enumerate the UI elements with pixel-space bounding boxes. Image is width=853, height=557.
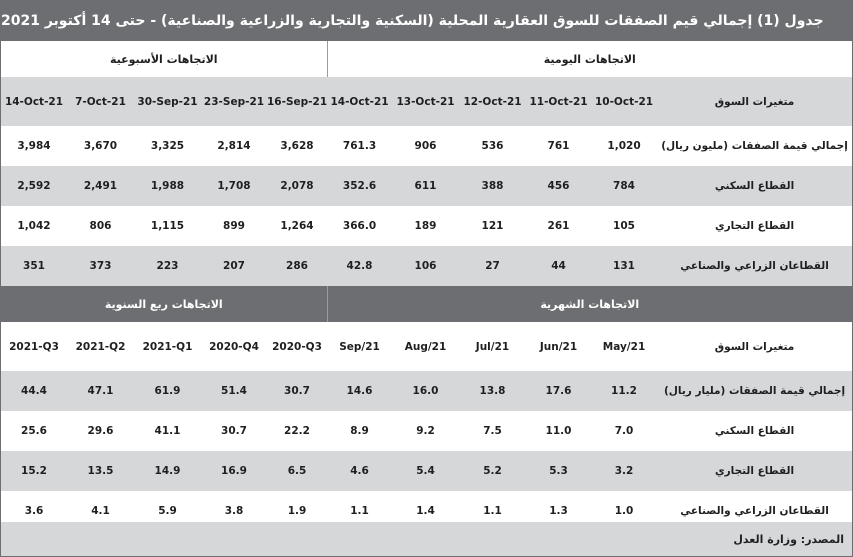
table-cell: 2,078 bbox=[267, 166, 327, 206]
table-cell: 14.6 bbox=[327, 371, 392, 411]
column-header: Jul/21 bbox=[475, 340, 510, 353]
source-note: المصدر: وزارة العدل bbox=[1, 522, 852, 556]
table-cell: 30.7 bbox=[221, 425, 247, 437]
column-header: 14-Oct-21 bbox=[327, 77, 392, 126]
column-header: 2021-Q1 bbox=[142, 340, 193, 353]
column-header: 30-Sep-21 bbox=[134, 77, 201, 126]
table-cell: 261 bbox=[547, 220, 570, 232]
row-label: إجمالي قيمة الصفقات (مليون ريال) bbox=[661, 140, 848, 152]
monthly-trends-title: الاتجاهات الشهرية bbox=[327, 286, 852, 322]
table-cell: 1.1 bbox=[483, 505, 502, 517]
table-cell: 1,115 bbox=[150, 220, 185, 232]
row-label: القطاع التجاري bbox=[657, 451, 852, 491]
table-cell: 29.6 bbox=[87, 425, 114, 437]
section-header-row-2 bbox=[1, 286, 852, 322]
table-cell: 11.2 bbox=[591, 371, 657, 411]
table-title: جدول (1) إجمالي قيم الصفقات للسوق العقارية المحلية (السكنية والتجارية والزراعية والصناعية) - حتى 14 أكتوبر 2021 bbox=[1, 1, 852, 41]
table-cell: 373 bbox=[67, 246, 134, 286]
table-cell: 784 bbox=[591, 166, 657, 206]
row-label: إجمالي قيمة الصفقات (مليار ريال) bbox=[657, 371, 852, 411]
table-cell: 44.4 bbox=[1, 371, 67, 411]
table-cell: 16.9 bbox=[201, 451, 267, 491]
table-cell: 41.1 bbox=[154, 425, 181, 437]
table-cell: 13.8 bbox=[459, 371, 526, 411]
table-cell: 761 bbox=[547, 140, 570, 152]
column-header: 7-Oct-21 bbox=[67, 77, 134, 126]
daily-trends-title: الاتجاهات اليومية bbox=[327, 41, 852, 77]
table-cell: 352.6 bbox=[327, 166, 392, 206]
table-cell: 7.5 bbox=[483, 425, 502, 437]
table-cell: 6.5 bbox=[267, 451, 327, 491]
table-cell: 388 bbox=[459, 166, 526, 206]
market-table bbox=[1, 41, 852, 531]
table-cell: 1.1 bbox=[350, 505, 369, 517]
table-cell: 3,325 bbox=[150, 140, 185, 152]
column-header: 2020-Q4 bbox=[209, 340, 259, 353]
table-cell: 906 bbox=[414, 140, 437, 152]
table-cell: 14.9 bbox=[134, 451, 201, 491]
column-header: 16-Sep-21 bbox=[267, 77, 327, 126]
table-cell: 11.0 bbox=[545, 425, 572, 437]
table-cell: 1.4 bbox=[416, 505, 435, 517]
table-cell: 286 bbox=[267, 246, 327, 286]
table-cell: 2,592 bbox=[1, 166, 67, 206]
column-header: 2021-Q2 bbox=[75, 340, 126, 353]
column-header: 11-Oct-21 bbox=[526, 77, 591, 126]
table-cell: 42.8 bbox=[327, 246, 392, 286]
table-cell: 611 bbox=[392, 166, 459, 206]
table-cell: 131 bbox=[591, 246, 657, 286]
table-cell: 30.7 bbox=[267, 371, 327, 411]
column-header: 14-Oct-21 bbox=[1, 77, 67, 126]
table-cell: 351 bbox=[1, 246, 67, 286]
row-label: القطاع السكني bbox=[657, 166, 852, 206]
column-header: May/21 bbox=[602, 340, 646, 353]
column-header-row-2 bbox=[1, 322, 852, 371]
table-cell: 536 bbox=[481, 140, 504, 152]
column-header: 2021-Q3 bbox=[9, 340, 59, 353]
table-cell: 366.0 bbox=[342, 220, 377, 232]
table-cell: 3.2 bbox=[591, 451, 657, 491]
table-cell: 47.1 bbox=[67, 371, 134, 411]
table-cell: 5.2 bbox=[459, 451, 526, 491]
table-cell: 2,814 bbox=[217, 140, 251, 152]
table-cell: 2,491 bbox=[67, 166, 134, 206]
table-cell: 1.3 bbox=[549, 505, 568, 517]
table-row bbox=[1, 371, 852, 411]
table-cell: 1,264 bbox=[280, 220, 314, 232]
weekly-trends-title: الاتجاهات الأسبوعية bbox=[1, 41, 327, 77]
table-cell: 1,042 bbox=[17, 220, 51, 232]
column-header: Sep/21 bbox=[339, 340, 380, 353]
section-header-row-1 bbox=[1, 41, 852, 77]
table-cell: 3,984 bbox=[17, 140, 51, 152]
table-cell: 207 bbox=[201, 246, 267, 286]
table-cell: 5.3 bbox=[526, 451, 591, 491]
row-label: القطاع السكني bbox=[714, 425, 795, 437]
column-header: 23-Sep-21 bbox=[201, 77, 267, 126]
table-cell: 105 bbox=[613, 220, 635, 232]
table-cell: 806 bbox=[89, 220, 112, 232]
row-label: القطاعان الزراعي والصناعي bbox=[657, 246, 852, 286]
column-header-row-1 bbox=[1, 77, 852, 126]
table-cell: 25.6 bbox=[21, 425, 47, 437]
table-cell: 3,628 bbox=[280, 140, 314, 152]
table-cell: 8.9 bbox=[350, 425, 369, 437]
table-cell: 27 bbox=[459, 246, 526, 286]
table-cell: 17.6 bbox=[526, 371, 591, 411]
table-cell: 13.5 bbox=[67, 451, 134, 491]
table-cell: 3.6 bbox=[24, 505, 44, 517]
column-header: 13-Oct-21 bbox=[392, 77, 459, 126]
table-cell: 7.0 bbox=[614, 425, 634, 437]
table-cell: 9.2 bbox=[416, 425, 435, 437]
table-cell: 1,020 bbox=[607, 140, 641, 152]
table-cell: 1,988 bbox=[134, 166, 201, 206]
table-row bbox=[1, 166, 852, 206]
table-cell: 4.1 bbox=[91, 505, 110, 517]
table-cell: 189 bbox=[414, 220, 437, 232]
table-cell: 121 bbox=[481, 220, 504, 232]
table-cell: 51.4 bbox=[201, 371, 267, 411]
row-label: القطاعان الزراعي والصناعي bbox=[680, 505, 829, 517]
column-header: 10-Oct-21 bbox=[591, 77, 657, 126]
table-cell: 4.6 bbox=[327, 451, 392, 491]
table-cell: 1.0 bbox=[614, 505, 634, 517]
table-row bbox=[1, 411, 852, 451]
table-cell: 61.9 bbox=[134, 371, 201, 411]
table-cell: 15.2 bbox=[1, 451, 67, 491]
column-header: 2020-Q3 bbox=[272, 340, 322, 353]
table-row bbox=[1, 246, 852, 286]
table-cell: 899 bbox=[223, 220, 245, 232]
column-header: 12-Oct-21 bbox=[459, 77, 526, 126]
row-header-label: متغيرات السوق bbox=[657, 77, 852, 126]
table-cell: 106 bbox=[392, 246, 459, 286]
table-cell: 223 bbox=[134, 246, 201, 286]
table-cell: 44 bbox=[526, 246, 591, 286]
table-cell: 456 bbox=[526, 166, 591, 206]
column-header: Jun/21 bbox=[539, 340, 578, 353]
table-row bbox=[1, 206, 852, 246]
row-label: القطاع التجاري bbox=[714, 220, 795, 232]
table-row bbox=[1, 451, 852, 491]
table-cell: 3,670 bbox=[83, 140, 118, 152]
table-row bbox=[1, 126, 852, 166]
table-cell: 22.2 bbox=[284, 425, 310, 437]
table-cell: 761.3 bbox=[342, 140, 377, 152]
table-cell: 5.4 bbox=[392, 451, 459, 491]
row-header-label: متغيرات السوق bbox=[714, 340, 795, 353]
table-cell: 1,708 bbox=[201, 166, 267, 206]
quarterly-trends-title: الاتجاهات ربع السنوية bbox=[1, 286, 327, 322]
table-cell: 1.9 bbox=[287, 505, 307, 517]
column-header: Aug/21 bbox=[404, 340, 447, 353]
table-cell: 16.0 bbox=[392, 371, 459, 411]
table-cell: 5.9 bbox=[158, 505, 177, 517]
table-cell: 3.8 bbox=[224, 505, 244, 517]
